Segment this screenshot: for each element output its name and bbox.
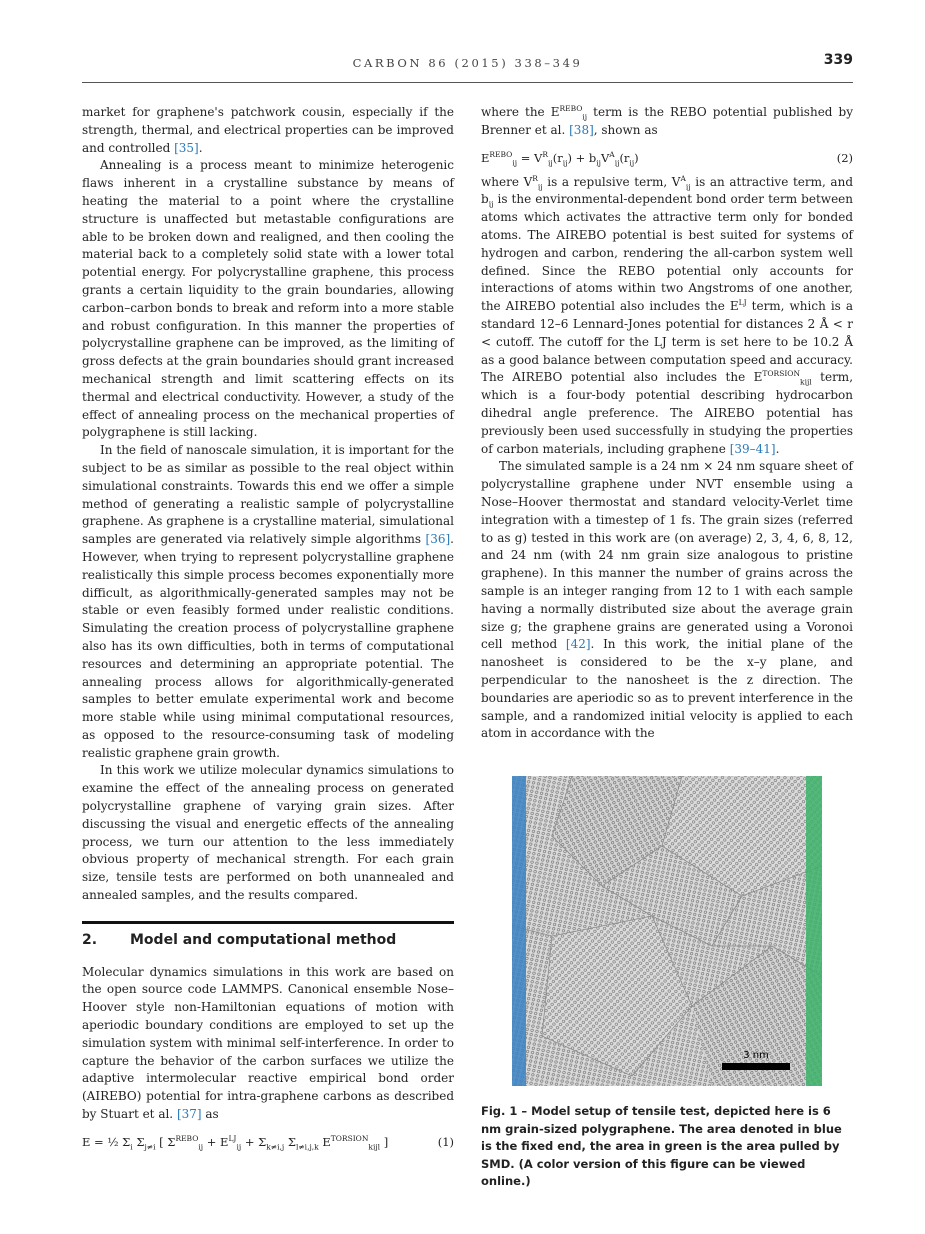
fixed-end-region [512,776,526,1086]
page-number: 339 [823,52,853,68]
citation-36[interactable]: [36] [425,532,451,547]
equation-2-expression: $E^{REBO}_{ij} = V^R_{ij}(r_{ij}) + b_{ij}V^A_{ij}(r_{ij})$ [481,149,639,167]
equation-1 [82,1130,454,1154]
journal-running-head: CARBON 86 (2015) 338–349 [352,56,583,70]
citation-38[interactable]: [38] [569,122,594,137]
paragraph-annealing: Annealing is a process meant to minimize heterogenic flaws inherent in a crystalline substance by means of heating the material to a point where the crystalline structure is unaffected but metastable configurations are able to be broken down and realigned, and then cooling the material back to a completely solid state with a lower total potential energy. For polycrystalline graphene, this process grants a certain liquidity to the grain boundaries, allowing carbon–carbon bonds to break and reform into a more stable and robust configuration. In this manner the properties of polycrystalline graphene can be improved, as the limiting of gross defects at the grain boundaries should grant increased mechanical strength and limit scattering effects on its thermal and electrical conductivity. However, a study of the effect of annealing process on the mechanical properties of polygraphene is still lacking. [82,158,455,440]
pulled-end-region [806,776,822,1086]
paragraph-market: market for graphene's patchwork cousin, especially if the strength, thermal, and electrical properties can be improved and controlled [35]. [82,105,454,155]
left-column [82,104,454,1158]
figure-1-caption: Fig. 1 – Model setup of tensile test, depicted here is 6 nm grain-sized polygraphene. The area denoted in blue is the fixed end, the area in green is the area pulled by SMD. (A color version of this figure can be viewed online.) [481,1104,842,1188]
page-header [82,50,853,82]
header-rule [82,82,853,83]
citation-39-41[interactable]: [39–41] [729,441,776,456]
paragraph-rebo: where the $E^{REBO}_{ij}$ term is the REBO potential published by Brenner et al. [38], shown as [481,104,853,137]
citation-42[interactable]: [42] [565,637,591,652]
paragraph-simulation: In the field of nanoscale simulation, it is important for the subject to be as similar as possible to the real object within simulational constraints. Towards this end we offer a simple method of generating a realistic sample of polycrystalline graphene. As graphene is a crystalline material, simulational samples are generated via relatively simple algorithms [36]. However, when trying to represent polycrystalline graphene realistically this simple process becomes exponentially more difficult, as algorithmically-generated samples may not be stable or even feasibly formed under realistic conditions. Simulating the creation process of polycrystalline graphene also has its own difficulties, both in terms of computational resources and determining an appropriate potential. The annealing process allows for algorithmically-generated samples to better emulate experimental work and become more stable while using minimal computational resources, as opposed to the resource-consuming task of modeling realistic graphene grain growth. [82,443,454,760]
citation-35[interactable]: [35] [174,140,199,155]
equation-2-number: (2) [836,150,853,165]
right-column [481,104,853,743]
paragraph-this-work: In this work we utilize molecular dynamics simulations to examine the effect of the annealing process on generated polycrystalline graphene of varying grain sizes. After discussing the visual and energetic effects of the annealing process, we turn our attention to the less immediately obvious property of mechanical strength. For each grain size, tensile tests are performed on both unannealed and annealed samples, and the results compared. [82,763,454,903]
paragraph-methods: Molecular dynamics simulations in this work are based on the open source code LAMMPS. Canonical ensemble Nose–Hoover style non-Hamiltonian equations of motion with aperiodic boundary conditions are employed to set up the simulation system with minimal self-interference. In order to capture the behavior of the carbon surfaces we utilize the adaptive intermolecular reactive empirical bond order (AIREBO) potential for intra-graphene carbons as described by Stuart et al. [37] as [82,964,454,1122]
equation-1-expression: E = ½ $\Sigma_i$ $\Sigma_{j\ne i}$ [ $\Sigma^{REBO}_{ij} + E^{LJ}_{ij} + \Sigma_{k\ne i,j}$ $\Sigma_{l\ne i,j,k}$ $E^{TORSION}_{kijl}$ ] [82,1134,389,1152]
scale-bar-label: 3 nm [743,1050,769,1061]
paragraph-airebo: where $V^R_{ij}$ is a repulsive term, $V^A_{ij}$ is an attractive term, and $b_{ij}$ is the environmental-dependent bond order term between atoms which activates the attractive term only for bonded atoms. The AIREBO potential is best suited for systems of hydrogen and carbon, rendering the all-carbon system well defined. Since the REBO potential only accounts for interactions of atoms within two Angstroms of one another, the AIREBO potential also includes the $E^{LJ}$ term, which is a standard 12–6 Lennard-Jones potential for distances 2 Å < r < cutoff. The cutoff for the LJ term is set here to be 10.2 Å as a good balance between computation speed and accuracy. The AIREBO potential also includes the $E^{TORSION}_{kijl}$ term, which is a four-body potential describing hydrocarbon dihedral angle preference. The AIREBO potential has previously been used successfully in studying the properties of carbon materials, including graphene [39–41]. [481,173,854,456]
equation-1-number: (1) [437,1134,454,1149]
figure-1-polygraphene [512,776,822,1086]
section-heading [82,921,454,950]
paragraph-sample: The simulated sample is a 24 nm × 24 nm square sheet of polycrystalline graphene under NVT ensemble using a Nose–Hoover thermostat and standard velocity-Verlet time integration with a timestep of 1 fs. The grain sizes (referred to as g) tested in this work are (on average) 2, 3, 4, 6, 8, 12, and 24 nm (with 24 nm grain size analogous to pristine graphene). In this manner the number of grains across the sample is an integer ranging from 12 to 1 with each sample having a normally distributed size about the average grain size g; the graphene grains are generated using a Voronoi cell method [42]. In this work, the initial plane of the nanosheet is considered to be the x–y plane, and perpendicular to the nanosheet is the z direction. The boundaries are aperiodic so as to prevent interference in the sample, and a randomized initial velocity is applied to each atom in accordance with the [481,459,853,741]
scale-bar [722,1063,790,1070]
citation-37[interactable]: [37] [176,1107,202,1122]
equation-2 [481,146,853,170]
section-number: 2. [82,931,98,948]
section-title: Model and computational method [130,931,397,948]
